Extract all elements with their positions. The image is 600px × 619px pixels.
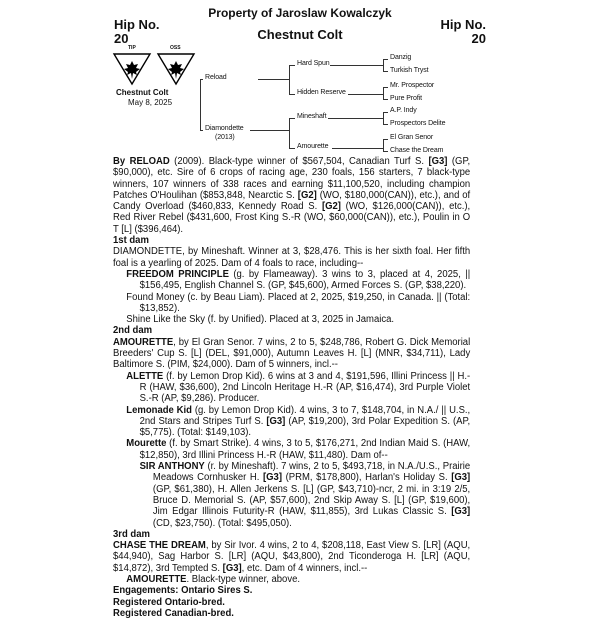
third-dam-header: 3rd dam — [113, 528, 150, 540]
pedigree-dam: Diamondette — [205, 125, 244, 132]
pedigree-sire: Reload — [205, 74, 227, 81]
hip-value-left: 20 — [114, 31, 129, 46]
third-dam-paragraph: CHASE THE DREAM, by Sir Ivor. 4 wins, 2 to 4, $208,118, East View S. [LR] (AQU, $44,940), Sag Harbor S. [LR] (AQU, $43,800), 2nd Ticonderoga H. [LR] (AQU, $14,872), 3rd Tempted S. [G3], etc. Dam of 4 winners, incl.-- — [113, 540, 471, 574]
produce-freedom-principle: FREEDOM PRINCIPLE (g. by Flameaway). 3 wins to 3, placed at 4, 2025, || $156,495, English Channel S. (GP, $45,600), Armed Forces S. (GP, $38,220). — [126, 268, 471, 292]
produce-amourette: AMOURETTE. Black-type winner, above. — [126, 573, 301, 585]
pedigree-gen3-1: Danzig — [390, 54, 412, 61]
sale-logos — [112, 52, 200, 86]
tip-label: TIP — [128, 45, 136, 51]
pedigree-gen3-7: El Gran Senor — [390, 134, 434, 141]
registered-ontario: Registered Ontario-bred. — [113, 596, 225, 608]
produce-mourette: Mourette (f. by Smart Strike). 4 wins, 3 to 5, $176,271, 2nd Indian Maid S. (HAW, $12,850), 3rd Illini Princess H.-R (HAW, $11,480). Dam of-- — [126, 438, 471, 461]
pedigree-sire-dam: Hidden Reserve — [297, 89, 346, 96]
pedigree-gen3-8: Chase the Dream — [390, 147, 444, 154]
registered-canadian: Registered Canadian-bred. — [113, 607, 234, 619]
catalog-body — [113, 156, 470, 619]
pedigree-gen3-4: Pure Profit — [390, 95, 422, 102]
pedigree-dam-sire: Mineshaft — [297, 113, 327, 120]
produce-found-money: Found Money (c. by Beau Liam). Placed at 2, 2025, $19,250, in Canada. || (Total: $13,852). — [126, 291, 471, 314]
hip-value-right: 20 — [471, 31, 486, 46]
catalog-title: Chestnut Colt — [257, 27, 343, 42]
oss-logo-icon — [158, 54, 194, 84]
produce-shine-like-the-sky: Shine Like the Sky (f. by Unified). Placed at 3, 2025 in Jamaica. — [126, 314, 395, 326]
produce-lemonade-kid: Lemonade Kid (g. by Lemon Drop Kid). 4 wins, 3 to 7, $148,704, in N.A./ || U.S., 2nd Stars and Stripes Turf S. [G3] (AP, $19,200), 3rd Polar Expedition S. (AP, $5,775). (Total: $149,103). — [126, 404, 471, 439]
first-dam-header: 1st dam — [113, 235, 149, 247]
pedigree-sire-sire: Hard Spun — [297, 60, 330, 67]
pedigree-gen3-3: Mr. Prospector — [390, 82, 435, 89]
second-dam-paragraph: AMOURETTE, by El Gran Senor. 7 wins, 2 to 5, $248,786, Robert G. Dick Memorial Breeders' Cup S. [L] (DEL, $91,000), Autumn Leaves H. [L] (MNR, $34,711), Lady Baltimore S. (PIM, $24,000). Dam of 5 winners, incl.-- — [113, 336, 471, 371]
horse-name: Chestnut Colt — [116, 88, 169, 97]
pedigree-dam-dam: Amourette — [297, 143, 329, 150]
engagements: Engagements: Ontario Sires S. — [113, 585, 253, 597]
sire-paragraph: By RELOAD (2009). Black-type winner of $567,504, Canadian Turf S. [G3] (GP, $90,000), etc. Sire of 6 crops of racing age, 230 foals, 156 starters, 7 black-type winners, 107 winners of 338 races and earning $11,100,520, including champion Patches O'Houlihan ($853,848, Nearctic S. [G2] (WO, $180,000(CAN)), etc.), and of Candy Overload ($460,833, Kennedy Road S. [G2] (WO, $126,000(CAN)), etc.), Red River Rebel ($431,600, Frost King S.-R (WO, $60,000(CAN)), etc.), Poulin in O T [L] ($396,464). — [113, 156, 471, 235]
hip-label-right: Hip No. — [440, 17, 486, 32]
produce-sir-anthony: SIR ANTHONY (r. by Mineshaft). 7 wins, 2 to 5, $493,718, in N.A./U.S., Prairie Meadows Cornhusker H. [G3] (PRM, $178,800), Harlan's Holiday S. [G3] (GP, $61,380), H. Allen Jerkens S. [L] (GP, $43,710)-ncr, 2 mi. in 3:19 2/5, Bruce D. Memorial S. (AP, $57,600), 2nd Skip Away S. [L] (GP, $19,600), Jim Edgar Illinois Futurity-R (HAW, $11,855), 3rd Lukas Classic S. [G3] (CD, $23,750). (Total: $495,050). — [139, 461, 471, 529]
produce-alette: ALETTE (f. by Lemon Drop Kid). 6 wins at 3 and 4, $191,596, Illini Princess || H.-R (HAW, $36,600), 2nd Lincoln Heritage H.-R (AP, $16,474), 3rd Purple Violet S.-R (AP, $9,286). Producer. — [126, 370, 471, 405]
oss-label: OSS — [170, 45, 181, 51]
pedigree-gen3-6: Prospectors Delite — [390, 120, 446, 127]
hip-label-left: Hip No. — [114, 17, 160, 32]
first-dam-paragraph: DIAMONDETTE, by Mineshaft. Winner at 3, $28,476. This is her sixth foal. Her fifth foal is a yearling of 2025. Dam of 4 foals to race, including-- — [113, 246, 471, 269]
tip-logo-icon — [114, 54, 150, 84]
pedigree-gen3-5: A.P. Indy — [390, 107, 417, 114]
pedigree-gen3-2: Turkish Tryst — [390, 67, 429, 74]
second-dam-header: 2nd dam — [113, 325, 153, 337]
property-of-header: Property of Jaroslaw Kowalczyk — [208, 6, 392, 20]
foaling-date: May 8, 2025 — [128, 98, 173, 107]
pedigree-dam-year: (2013) — [215, 134, 235, 141]
